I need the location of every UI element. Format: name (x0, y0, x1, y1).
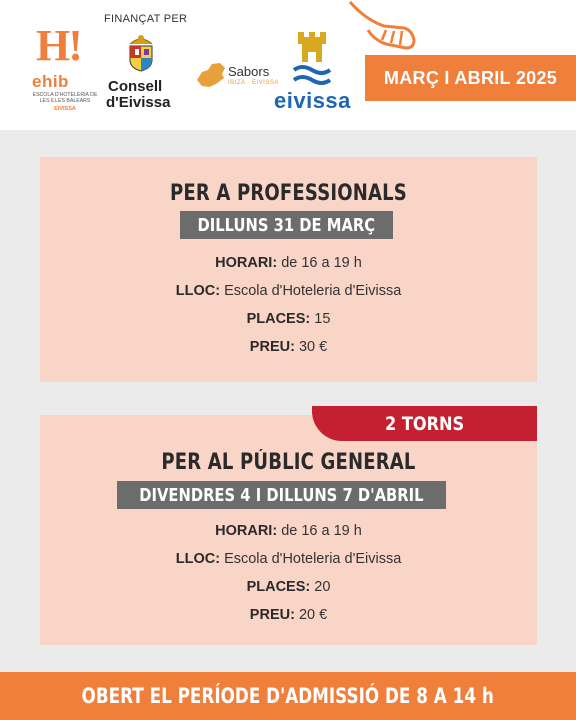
places-label: PLACES: (246, 579, 311, 595)
lloc-label: LLOC: (175, 551, 221, 567)
card-date: DILLUNS 31 DE MARÇ (197, 214, 376, 236)
ehib-logo-subtitle: ESCOLA D'HOTELERIA DE LES ILLES BALEARS (32, 92, 98, 104)
eivissa-tower-icon (292, 30, 332, 88)
horari-value: de 16 a 19 h (281, 523, 362, 539)
lloc-line (40, 551, 537, 567)
ehib-logo-city: EIVISSA (54, 106, 76, 112)
horari-value: de 16 a 19 h (281, 255, 362, 271)
eivissa-logo (274, 30, 350, 112)
lloc-line (40, 283, 537, 299)
horari-label: HORARI: (215, 523, 278, 539)
consell-shield-icon (126, 32, 156, 72)
ribbon-label: 2 TORNS (384, 412, 465, 435)
card-date-bar (180, 211, 393, 239)
consell-name-line1: Consell (108, 78, 163, 95)
horari-line (40, 523, 537, 539)
ehib-logo-word: ehib (32, 72, 69, 91)
admission-footer (0, 672, 576, 720)
preu-value: 20 € (298, 607, 328, 623)
professionals-card (40, 157, 537, 382)
ehib-logo-mark: H! (36, 21, 81, 70)
places-label: PLACES: (246, 311, 311, 327)
horari-line (40, 255, 537, 271)
sabors-name: Sabors (228, 64, 270, 79)
sabors-logo (192, 58, 282, 98)
preu-line (40, 607, 537, 623)
preu-label: PREU: (249, 339, 295, 355)
eivissa-name: eivissa (274, 88, 351, 113)
lloc-value: Escola d'Hoteleria d'Eivissa (224, 283, 402, 299)
places-line (40, 311, 537, 327)
date-badge: MARÇ I ABRIL 2025 (365, 55, 576, 101)
card-title: PER AL PÚBLIC GENERAL (161, 450, 416, 475)
preu-label: PREU: (249, 607, 295, 623)
card-date-bar (117, 481, 446, 509)
footer-text: OBERT EL PERÍODE D'ADMISSIÓ DE 8 A 14 h (81, 684, 495, 708)
horari-label: HORARI: (215, 255, 278, 271)
places-value: 20 (314, 579, 331, 595)
header (0, 0, 576, 130)
general-public-card (40, 412, 537, 645)
ehib-logo (30, 20, 100, 115)
consell-name-line2: d'Eivissa (106, 94, 171, 111)
sabors-subtitle: IBIZA · EIVISSA (228, 80, 279, 86)
places-line (40, 579, 537, 595)
lloc-label: LLOC: (175, 283, 221, 299)
card-date: DIVENDRES 4 I DILLUNS 7 D'ABRIL (139, 484, 424, 506)
consell-logo (102, 30, 182, 110)
preu-line (40, 339, 537, 355)
lloc-value: Escola d'Hoteleria d'Eivissa (224, 551, 402, 567)
sessions-ribbon (312, 406, 537, 441)
preu-value: 30 € (298, 339, 328, 355)
card-title: PER A PROFESSIONALS (170, 181, 407, 206)
places-value: 15 (314, 311, 331, 327)
pointing-hand-icon (346, 0, 426, 55)
funded-by-label: FINANÇAT PER (104, 13, 188, 25)
ibiza-island-icon (194, 60, 228, 90)
